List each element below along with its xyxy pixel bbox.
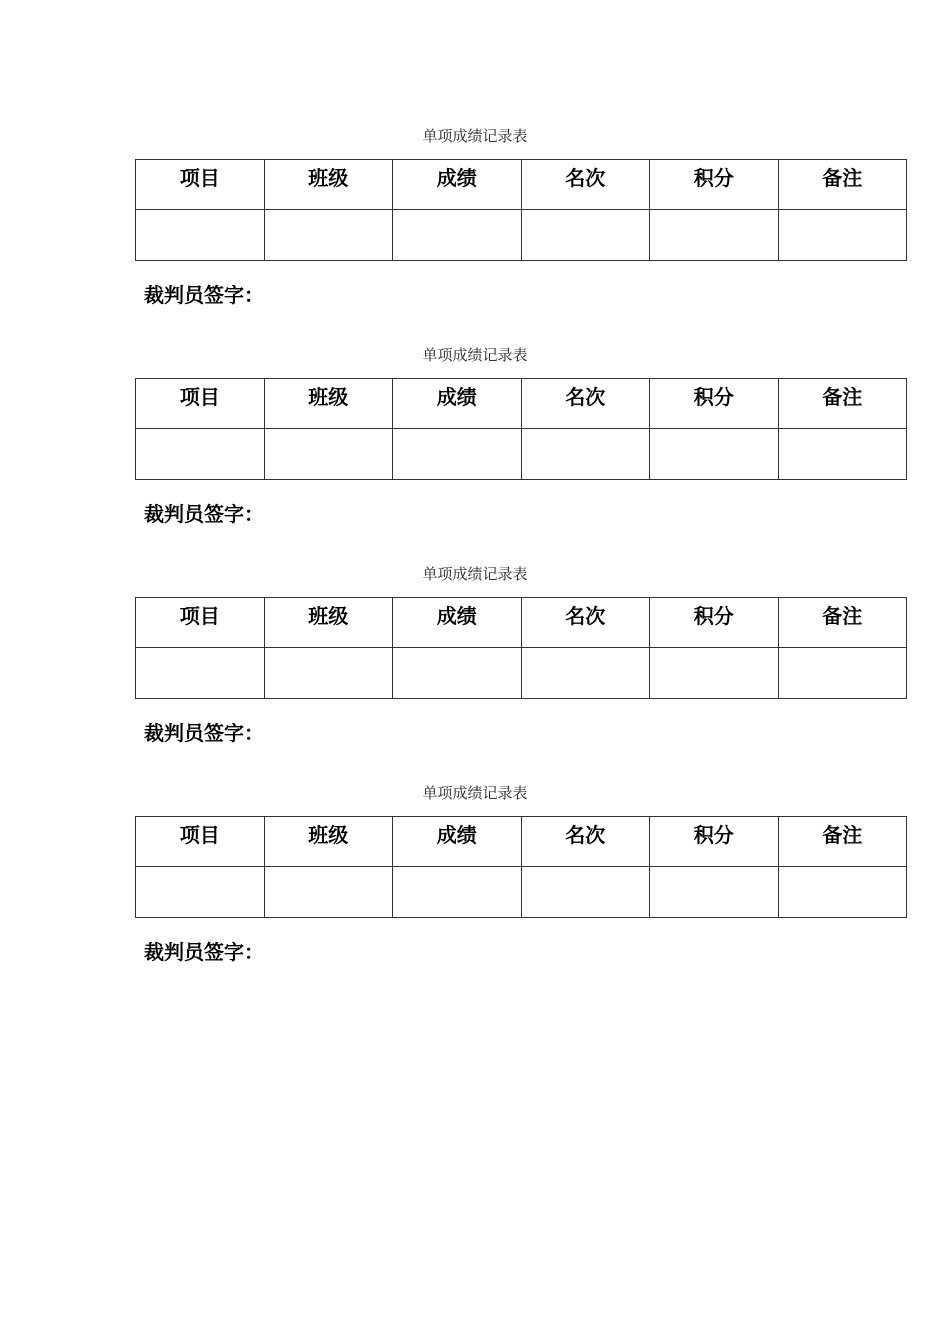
cell-class[interactable] bbox=[264, 648, 393, 699]
column-header-class: 班级 bbox=[264, 598, 393, 648]
cell-score[interactable] bbox=[393, 429, 522, 480]
form-title: 单项成绩记录表 bbox=[422, 565, 528, 583]
cell-class[interactable] bbox=[264, 429, 393, 480]
cell-rank[interactable] bbox=[521, 867, 650, 918]
cell-remarks[interactable] bbox=[778, 429, 907, 480]
referee-signature-label: 裁判员签字： bbox=[144, 502, 264, 526]
cell-remarks[interactable] bbox=[778, 210, 907, 261]
cell-score[interactable] bbox=[393, 648, 522, 699]
column-header-remarks: 备注 bbox=[778, 598, 907, 648]
column-header-event: 项目 bbox=[136, 817, 265, 867]
cell-score[interactable] bbox=[393, 210, 522, 261]
column-header-points: 积分 bbox=[650, 598, 779, 648]
column-header-remarks: 备注 bbox=[778, 379, 907, 429]
cell-event[interactable] bbox=[136, 210, 265, 261]
cell-event[interactable] bbox=[136, 867, 265, 918]
table-row bbox=[136, 429, 907, 480]
table-row bbox=[136, 210, 907, 261]
score-record-form-4 bbox=[0, 779, 950, 998]
table-row bbox=[136, 648, 907, 699]
form-title: 单项成绩记录表 bbox=[422, 784, 528, 802]
column-header-score: 成绩 bbox=[393, 598, 522, 648]
column-header-remarks: 备注 bbox=[778, 160, 907, 210]
column-header-event: 项目 bbox=[136, 160, 265, 210]
column-header-class: 班级 bbox=[264, 160, 393, 210]
cell-event[interactable] bbox=[136, 429, 265, 480]
score-table bbox=[135, 816, 907, 918]
cell-class[interactable] bbox=[264, 210, 393, 261]
cell-rank[interactable] bbox=[521, 429, 650, 480]
cell-event[interactable] bbox=[136, 648, 265, 699]
referee-signature-label: 裁判员签字： bbox=[144, 721, 264, 745]
column-header-points: 积分 bbox=[650, 379, 779, 429]
column-header-score: 成绩 bbox=[393, 379, 522, 429]
column-header-score: 成绩 bbox=[393, 160, 522, 210]
table-row bbox=[136, 867, 907, 918]
form-title: 单项成绩记录表 bbox=[422, 346, 528, 364]
column-header-score: 成绩 bbox=[393, 817, 522, 867]
table-header-row bbox=[136, 160, 907, 210]
column-header-event: 项目 bbox=[136, 379, 265, 429]
referee-signature-label: 裁判员签字： bbox=[144, 940, 264, 964]
cell-score[interactable] bbox=[393, 867, 522, 918]
column-header-remarks: 备注 bbox=[778, 817, 907, 867]
column-header-points: 积分 bbox=[650, 160, 779, 210]
cell-class[interactable] bbox=[264, 867, 393, 918]
cell-rank[interactable] bbox=[521, 648, 650, 699]
column-header-class: 班级 bbox=[264, 817, 393, 867]
referee-signature-label: 裁判员签字： bbox=[144, 283, 264, 307]
cell-remarks[interactable] bbox=[778, 648, 907, 699]
table-header-row bbox=[136, 598, 907, 648]
form-title: 单项成绩记录表 bbox=[422, 127, 528, 145]
cell-points[interactable] bbox=[650, 648, 779, 699]
column-header-event: 项目 bbox=[136, 598, 265, 648]
cell-rank[interactable] bbox=[521, 210, 650, 261]
score-table bbox=[135, 378, 907, 480]
cell-points[interactable] bbox=[650, 210, 779, 261]
cell-remarks[interactable] bbox=[778, 867, 907, 918]
column-header-class: 班级 bbox=[264, 379, 393, 429]
cell-points[interactable] bbox=[650, 867, 779, 918]
column-header-points: 积分 bbox=[650, 817, 779, 867]
column-header-rank: 名次 bbox=[521, 379, 650, 429]
column-header-rank: 名次 bbox=[521, 598, 650, 648]
column-header-rank: 名次 bbox=[521, 160, 650, 210]
cell-points[interactable] bbox=[650, 429, 779, 480]
column-header-rank: 名次 bbox=[521, 817, 650, 867]
table-header-row bbox=[136, 379, 907, 429]
score-record-form-1 bbox=[0, 122, 950, 341]
score-table bbox=[135, 597, 907, 699]
score-record-form-3 bbox=[0, 560, 950, 779]
score-record-form-2 bbox=[0, 341, 950, 560]
score-table bbox=[135, 159, 907, 261]
table-header-row bbox=[136, 817, 907, 867]
